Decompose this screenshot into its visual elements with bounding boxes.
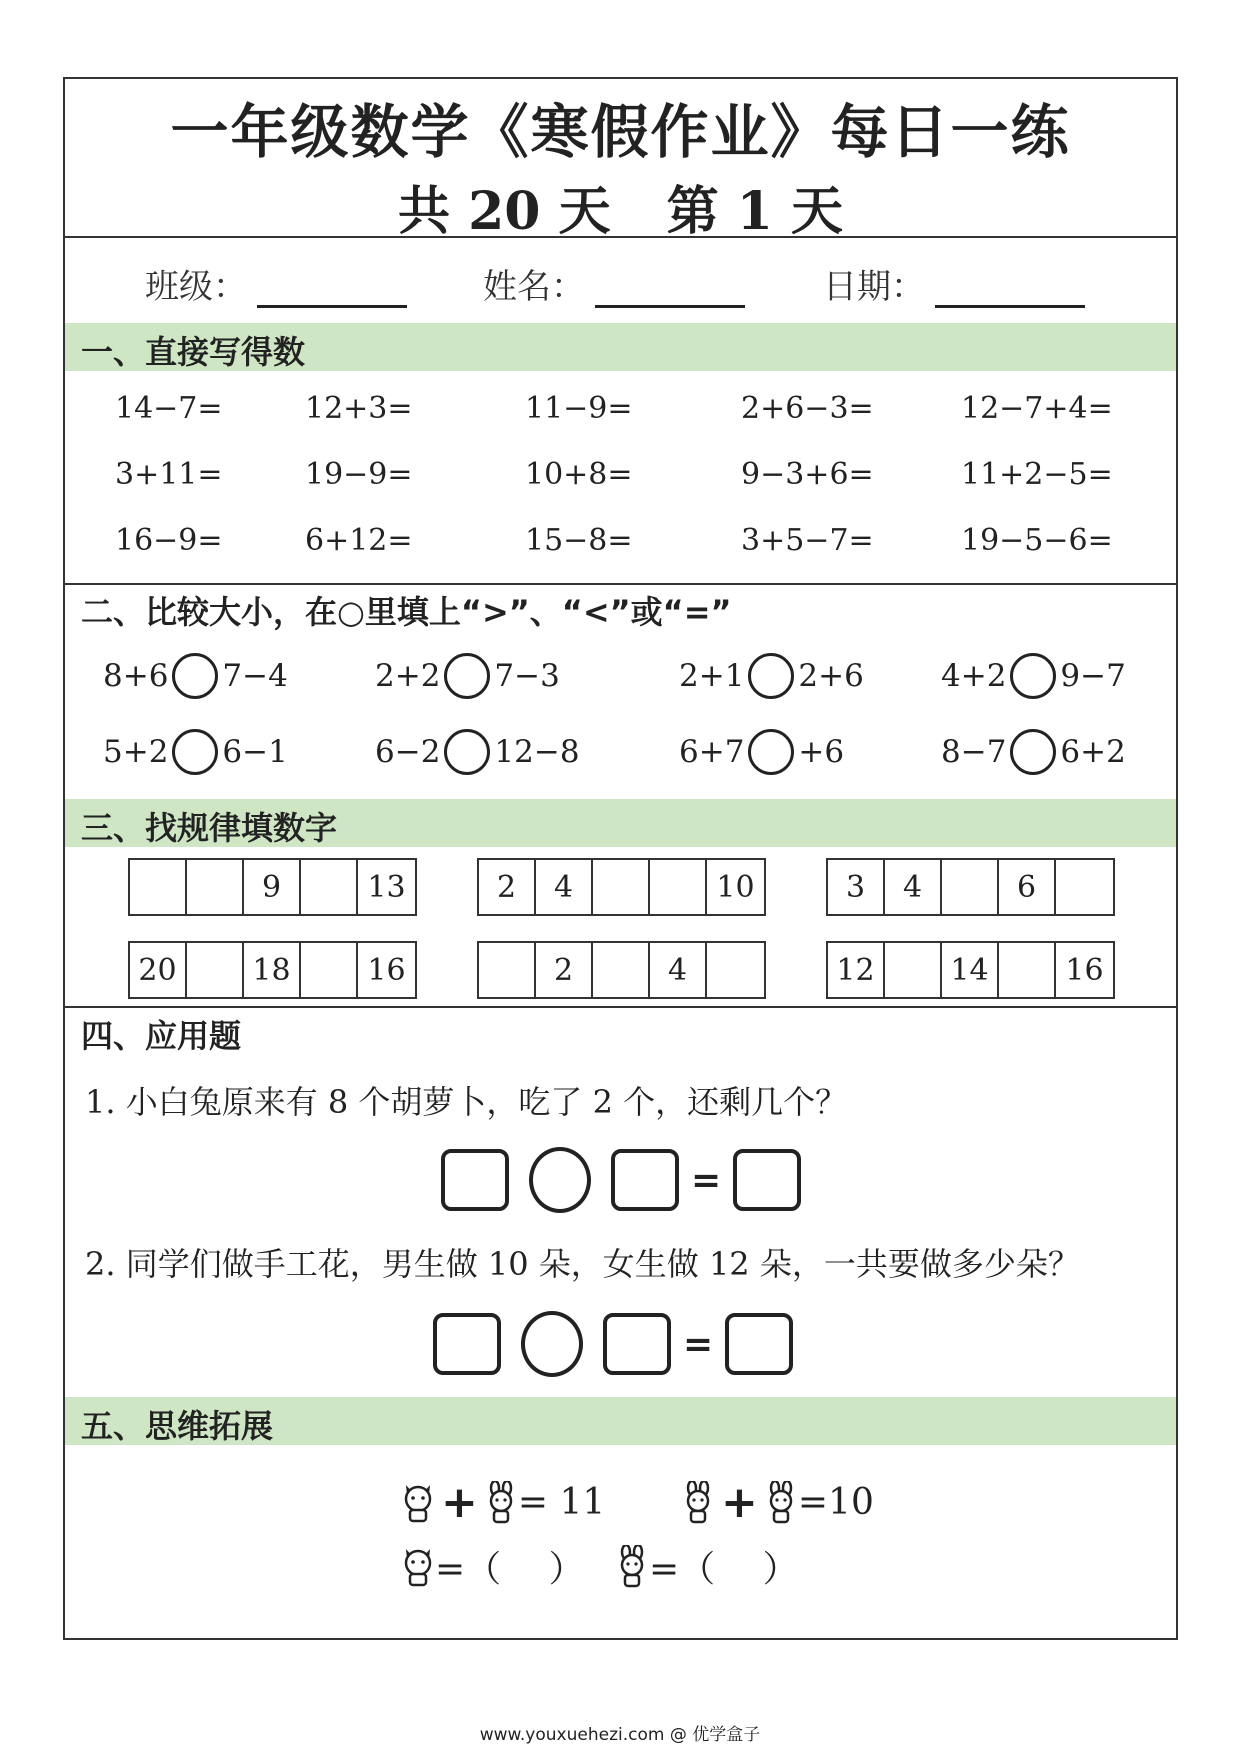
comparison-problem (679, 653, 864, 699)
pattern-cell: 18 (244, 943, 301, 997)
word-problem-1: 1. 小白兔原来有 8 个胡萝卜，吃了 2 个，还剩几个？ (85, 1083, 848, 1121)
pattern-cell[interactable] (187, 943, 244, 997)
pattern-cell[interactable] (301, 943, 358, 997)
date-blank[interactable] (935, 271, 1085, 308)
answer-box[interactable] (611, 1149, 679, 1211)
pattern-cell: 4 (536, 860, 593, 914)
arithmetic-problem[interactable]: 11+2−5= (961, 457, 1113, 492)
pattern-cell[interactable] (999, 943, 1056, 997)
class-blank[interactable] (257, 271, 407, 308)
class-field[interactable] (145, 259, 407, 308)
divider (65, 1006, 1176, 1008)
equals-sign: = (683, 1323, 714, 1365)
page-title: 一年级数学《寒假作业》每日一练 (170, 98, 1071, 166)
plus-sign: + (721, 1477, 758, 1528)
pattern-cell[interactable] (301, 860, 358, 914)
total-days: 共 20 天 (398, 181, 611, 242)
pattern-cell[interactable] (593, 860, 650, 914)
pattern-cell[interactable] (593, 943, 650, 997)
left-expression: 6−2 (375, 734, 441, 770)
answer-equation-2 (433, 1311, 793, 1377)
comparison-problem (103, 729, 288, 775)
rabbit-icon (764, 1481, 798, 1525)
right-expression: 12−8 (494, 734, 580, 770)
cat-answer[interactable] (401, 1541, 585, 1592)
arithmetic-problem[interactable]: 6+12= (305, 523, 413, 558)
puzzle-result-2: =10 (797, 1482, 874, 1523)
right-expression: 7−3 (494, 658, 560, 694)
left-expression: 5+2 (103, 734, 169, 770)
footer: www.youxuehezi.com @ 优学盒子 (479, 1725, 761, 1745)
section3-title: 三、找规律填数字 (81, 809, 338, 847)
left-expression: 6+7 (679, 734, 745, 770)
comparison-problem (941, 653, 1126, 699)
section5-title: 五、思维拓展 (81, 1407, 274, 1445)
pattern-cell: 16 (367, 952, 406, 988)
arithmetic-problem[interactable]: 19−9= (305, 457, 413, 492)
worksheet (63, 77, 1178, 1640)
pattern-cell[interactable] (479, 943, 536, 997)
compare-circle[interactable] (172, 653, 218, 699)
answer-box[interactable] (603, 1313, 671, 1375)
compare-circle[interactable] (444, 729, 490, 775)
comparison-problem (941, 729, 1126, 775)
comparison-problem (375, 653, 560, 699)
arithmetic-problem[interactable]: 2+6−3= (741, 391, 874, 426)
answer-box[interactable] (441, 1149, 509, 1211)
left-expression: 8+6 (103, 658, 169, 694)
pattern-cell: 9 (244, 860, 301, 914)
pattern-cell: 10 (716, 869, 755, 905)
left-expression: 2+2 (375, 658, 441, 694)
pattern-grid (826, 941, 1115, 999)
pattern-cell: 13 (367, 869, 406, 905)
pattern-cell: 4 (885, 860, 942, 914)
pattern-cell[interactable] (942, 860, 999, 914)
arithmetic-problem[interactable]: 14−7= (115, 391, 223, 426)
compare-circle[interactable] (172, 729, 218, 775)
right-expression: 6+2 (1060, 734, 1126, 770)
puzzle-result-1: = 11 (517, 1482, 606, 1523)
pattern-cell: 12 (828, 943, 885, 997)
arithmetic-problem[interactable]: 16−9= (115, 523, 223, 558)
arithmetic-problem[interactable]: 10+8= (525, 457, 633, 492)
arithmetic-problem[interactable]: 12+3= (305, 391, 413, 426)
compare-circle[interactable] (1010, 729, 1056, 775)
pattern-cell: 16 (1065, 952, 1104, 988)
result-box[interactable] (733, 1149, 801, 1211)
comparison-problem (103, 653, 288, 699)
cat-icon (401, 1545, 435, 1589)
pattern-cell[interactable] (130, 860, 187, 914)
comparison-problem (375, 729, 580, 775)
right-expression: 2+6 (798, 658, 864, 694)
rabbit-icon (484, 1481, 518, 1525)
result-box[interactable] (725, 1313, 793, 1375)
compare-circle[interactable] (748, 653, 794, 699)
word-problem-2: 2. 同学们做手工花，男生做 10 朵，女生做 12 朵，一共要做多少朵？ (85, 1245, 1080, 1283)
pattern-cell[interactable] (650, 860, 707, 914)
pattern-cell: 4 (650, 943, 707, 997)
equals-sign: = (691, 1159, 722, 1201)
class-label: 班级： (145, 267, 247, 307)
rabbit-icon (681, 1481, 715, 1525)
pattern-cell: 20 (130, 943, 187, 997)
arithmetic-problem[interactable]: 3+11= (115, 457, 223, 492)
pattern-cell: 2 (536, 943, 593, 997)
operator-circle[interactable] (529, 1147, 591, 1213)
pattern-grid (128, 941, 417, 999)
right-expression: 7−4 (222, 658, 288, 694)
date-label: 日期： (823, 267, 925, 307)
pattern-grid (477, 941, 766, 999)
pattern-grid (477, 858, 766, 916)
rabbit-answer-blank[interactable]: =（ ） (649, 1549, 799, 1590)
puzzle-equation-2 (681, 1477, 874, 1528)
name-blank[interactable] (595, 271, 745, 308)
arithmetic-problem[interactable]: 9−3+6= (741, 457, 874, 492)
pattern-cell[interactable] (707, 943, 764, 997)
right-expression: +6 (798, 734, 845, 770)
date-field[interactable] (823, 259, 1085, 308)
arithmetic-problem[interactable]: 3+5−7= (741, 523, 874, 558)
answer-equation-1 (441, 1147, 801, 1213)
left-expression: 2+1 (679, 658, 745, 694)
section1-title: 一、直接写得数 (81, 333, 306, 371)
right-expression: 9−7 (1060, 658, 1126, 694)
compare-circle[interactable] (444, 653, 490, 699)
pattern-cell[interactable] (187, 860, 244, 914)
pattern-cell: 2 (479, 860, 536, 914)
divider (65, 583, 1176, 585)
rabbit-answer[interactable] (615, 1541, 799, 1592)
section4-title: 四、应用题 (81, 1017, 242, 1055)
student-info (65, 229, 1176, 317)
rabbit-icon (615, 1545, 649, 1589)
pattern-cell[interactable] (1056, 860, 1113, 914)
pattern-cell: 3 (828, 860, 885, 914)
right-expression: 6−1 (222, 734, 288, 770)
operator-circle[interactable] (521, 1311, 583, 1377)
pattern-cell[interactable] (885, 943, 942, 997)
name-field[interactable] (483, 259, 745, 308)
comparison-problem (679, 729, 844, 775)
pattern-grid (128, 858, 417, 916)
pattern-grid (826, 858, 1115, 916)
left-expression: 8−7 (941, 734, 1007, 770)
arithmetic-problem[interactable]: 12−7+4= (961, 391, 1113, 426)
puzzle-equation-1 (401, 1477, 605, 1528)
current-day: 第 1 天 (666, 181, 843, 242)
pattern-cell: 6 (999, 860, 1056, 914)
left-expression: 4+2 (941, 658, 1007, 694)
compare-circle[interactable] (1010, 653, 1056, 699)
arithmetic-problem[interactable]: 19−5−6= (961, 523, 1113, 558)
arithmetic-problem[interactable]: 15−8= (525, 523, 633, 558)
arithmetic-problem[interactable]: 11−9= (525, 391, 633, 426)
name-label: 姓名： (483, 267, 585, 307)
cat-answer-blank[interactable]: =（ ） (435, 1549, 585, 1590)
compare-circle[interactable] (748, 729, 794, 775)
answer-box[interactable] (433, 1313, 501, 1375)
section2-title: 二、比较大小，在○里填上“>”、“<”或“=” (81, 593, 732, 631)
plus-sign: + (441, 1477, 478, 1528)
pattern-cell: 14 (942, 943, 999, 997)
cat-icon (401, 1481, 435, 1525)
